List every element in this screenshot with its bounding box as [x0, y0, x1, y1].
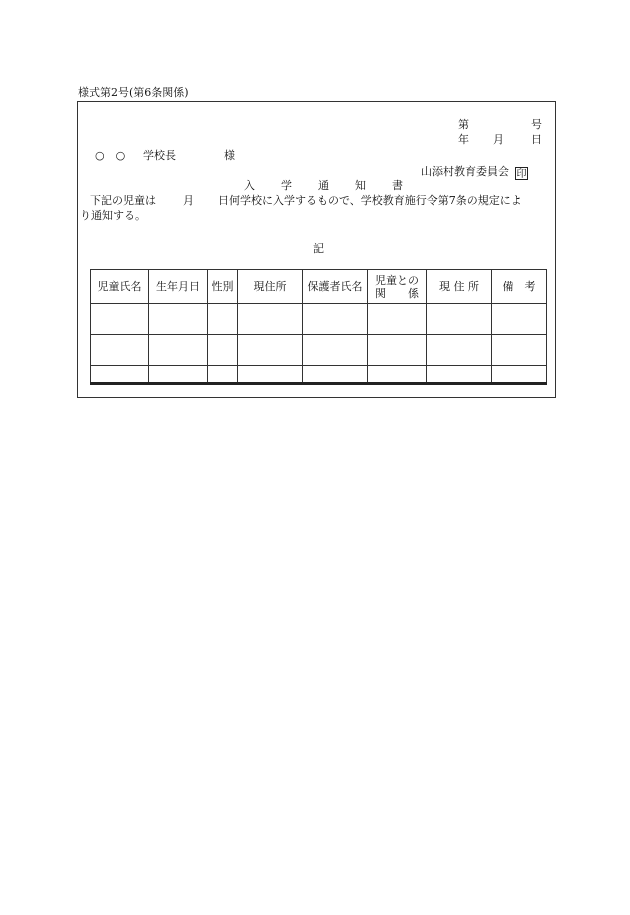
table-cell	[492, 304, 547, 335]
body-text-line2: り通知する。	[80, 209, 146, 222]
notice-number-label-right: 号	[531, 118, 542, 131]
table-cell	[238, 366, 303, 384]
table-cell	[427, 335, 492, 366]
table-row	[91, 304, 547, 335]
column-header-current-address: 現住所	[238, 270, 303, 304]
relationship-header-line1: 児童との	[375, 273, 419, 287]
table-cell	[303, 335, 368, 366]
body-text-part1: 下記の児童は	[90, 194, 156, 207]
date-day-label: 日	[531, 133, 542, 146]
table-cell	[91, 366, 149, 384]
document-title	[244, 179, 403, 192]
column-header-remarks: 備 考	[492, 270, 547, 304]
table-cell	[368, 304, 427, 335]
ki-label: 記	[313, 242, 324, 255]
table-row	[91, 366, 547, 384]
title-char: 通	[318, 179, 329, 192]
table-cell	[427, 366, 492, 384]
title-char: 知	[355, 179, 366, 192]
title-char: 書	[392, 179, 403, 192]
relationship-header-line2: 関 係	[375, 286, 419, 300]
form-number: 様式第2号(第6条関係)	[78, 86, 189, 99]
date-year-label: 年	[458, 133, 469, 146]
column-header-relationship	[368, 270, 427, 304]
table-cell	[208, 366, 238, 384]
column-header-guardian-name: 保護者氏名	[303, 270, 368, 304]
table-cell	[91, 335, 149, 366]
table-cell	[149, 335, 208, 366]
table-cell	[303, 366, 368, 384]
title-char: 学	[281, 179, 292, 192]
table-cell	[238, 304, 303, 335]
table-cell	[492, 335, 547, 366]
body-text-line1	[90, 194, 522, 207]
table-cell	[238, 335, 303, 366]
table-cell	[368, 335, 427, 366]
seal-stamp-icon: 印	[516, 169, 527, 180]
table-cell	[303, 304, 368, 335]
column-header-student-name: 児童氏名	[91, 270, 149, 304]
table-cell	[368, 366, 427, 384]
table-cell	[492, 366, 547, 384]
column-header-guardian-address: 現 住 所	[427, 270, 492, 304]
table-cell	[149, 366, 208, 384]
table-cell	[91, 304, 149, 335]
table-cell	[427, 304, 492, 335]
student-table	[90, 269, 547, 385]
body-text-month: 月	[183, 194, 194, 207]
table-header-row	[91, 270, 547, 304]
title-char: 入	[244, 179, 255, 192]
notice-frame	[77, 101, 556, 398]
table-cell	[208, 335, 238, 366]
notice-number-label-left: 第	[458, 118, 469, 131]
table-cell	[149, 304, 208, 335]
addressee-circles: ○ ○	[95, 149, 126, 162]
table-row	[91, 335, 547, 366]
table-cell	[208, 304, 238, 335]
date-month-label: 月	[493, 133, 504, 146]
column-header-birth-date: 生年月日	[149, 270, 208, 304]
column-header-gender: 性別	[208, 270, 238, 304]
addressee-honorific: 様	[224, 149, 235, 162]
addressee-title: 学校長	[143, 149, 176, 162]
issuer-name: 山添村教育委員会	[421, 165, 509, 178]
body-text-part2: 日何学校に入学するもので、学校教育施行令第7条の規定によ	[218, 194, 522, 207]
issuer-line	[421, 165, 528, 180]
